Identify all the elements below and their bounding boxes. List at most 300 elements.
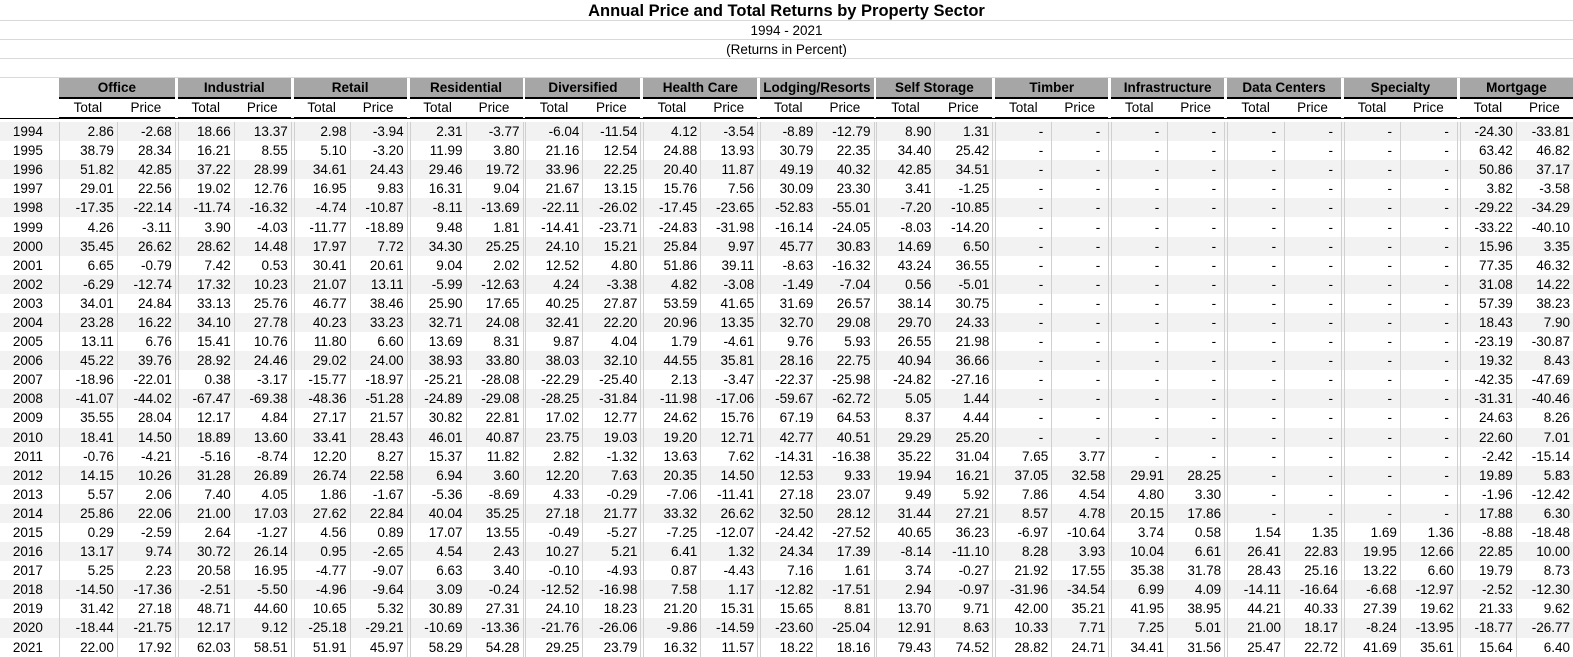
total-return-cell: 18.22 [760, 638, 816, 657]
total-return-cell: 12.20 [525, 466, 582, 485]
total-return-cell: 11.80 [294, 332, 350, 351]
total-return-cell: - [1111, 370, 1167, 389]
total-return-cell: 33.96 [525, 160, 582, 179]
price-return-cell: - [1051, 179, 1108, 198]
price-return-cell: -10.64 [1051, 523, 1108, 542]
total-return-cell: 8.28 [995, 542, 1051, 561]
sector-header-timber: Timber [995, 78, 1108, 99]
price-return-cell: -27.52 [816, 523, 873, 542]
sector-header-industrial: Industrial [178, 78, 291, 99]
price-return-cell: 1.61 [816, 561, 873, 580]
price-return-cell: 1.36 [1400, 523, 1457, 542]
price-return-cell: 27.31 [466, 599, 523, 618]
total-return-cell: - [1111, 389, 1167, 408]
total-return-cell: -12.52 [525, 580, 582, 599]
price-return-cell: 4.09 [1167, 580, 1224, 599]
price-return-cell: - [1284, 237, 1341, 256]
total-return-cell: - [1227, 485, 1284, 504]
total-return-cell: 38.79 [59, 141, 117, 160]
total-return-cell: 35.38 [1111, 561, 1167, 580]
total-header: Total [1227, 99, 1284, 118]
total-return-cell: 4.82 [643, 275, 700, 294]
price-return-cell: -26.06 [582, 618, 640, 637]
total-return-cell: -22.29 [525, 370, 582, 389]
total-return-cell: 4.12 [643, 122, 700, 141]
price-return-cell: -7.04 [816, 275, 873, 294]
price-return-cell: 24.00 [350, 351, 407, 370]
total-return-cell: 21.16 [525, 141, 582, 160]
total-return-cell: 29.46 [410, 160, 466, 179]
price-return-cell: 20.61 [350, 256, 407, 275]
price-return-cell: 26.62 [700, 504, 757, 523]
total-return-cell: 10.33 [995, 618, 1051, 637]
total-return-cell: 44.55 [643, 351, 700, 370]
total-return-cell: 32.50 [760, 504, 816, 523]
price-return-cell: 1.44 [934, 389, 992, 408]
price-return-cell: 6.60 [1400, 561, 1457, 580]
price-return-cell: 3.93 [1051, 542, 1108, 561]
price-return-cell: - [1284, 141, 1341, 160]
total-return-cell: -48.36 [294, 389, 350, 408]
price-return-cell: 2.06 [117, 485, 175, 504]
total-return-cell: 7.25 [1111, 618, 1167, 637]
price-header: Price [1051, 99, 1108, 118]
total-return-cell: 17.07 [410, 523, 466, 542]
total-header: Total [995, 99, 1051, 118]
price-return-cell: 7.01 [1516, 428, 1573, 447]
price-return-cell: 34.51 [934, 160, 992, 179]
price-return-cell: - [1167, 294, 1224, 313]
price-return-cell: - [1051, 389, 1108, 408]
total-return-cell: 18.89 [178, 428, 234, 447]
price-return-cell: -17.51 [816, 580, 873, 599]
total-return-cell: 7.65 [995, 447, 1051, 466]
total-return-cell: 24.62 [643, 408, 700, 427]
total-return-cell: 15.96 [1460, 237, 1516, 256]
total-return-cell: - [1344, 275, 1400, 294]
price-return-cell: - [1400, 141, 1457, 160]
total-return-cell: 8.37 [876, 408, 934, 427]
price-return-cell: 36.55 [934, 256, 992, 275]
total-return-cell: -18.44 [59, 618, 117, 637]
price-return-cell: -8.74 [234, 447, 291, 466]
price-return-cell: 22.58 [350, 466, 407, 485]
total-return-cell: 19.32 [1460, 351, 1516, 370]
total-return-cell: 17.32 [178, 275, 234, 294]
total-return-cell: - [995, 141, 1051, 160]
total-return-cell: - [1111, 256, 1167, 275]
total-return-cell: 40.04 [410, 504, 466, 523]
total-return-cell: 0.38 [178, 370, 234, 389]
price-header: Price [700, 99, 757, 118]
total-return-cell: 25.47 [1227, 638, 1284, 657]
year-cell: 2016 [0, 542, 59, 561]
total-return-cell: -17.35 [59, 198, 117, 217]
sector-header-diversified: Diversified [525, 78, 640, 99]
price-return-cell: -1.67 [350, 485, 407, 504]
price-return-cell: -4.43 [700, 561, 757, 580]
total-return-cell: 20.35 [643, 466, 700, 485]
spacer-row [0, 59, 1573, 78]
total-return-cell: -24.89 [410, 389, 466, 408]
total-return-cell: 18.66 [178, 122, 234, 141]
table-row [0, 179, 1573, 198]
total-return-cell: 5.25 [59, 561, 117, 580]
price-return-cell: 9.97 [700, 237, 757, 256]
price-return-cell: - [1051, 294, 1108, 313]
total-return-cell: 27.62 [294, 504, 350, 523]
price-return-cell: 14.48 [234, 237, 291, 256]
price-return-cell: 17.03 [234, 504, 291, 523]
total-return-cell: 29.01 [59, 179, 117, 198]
price-return-cell: - [1284, 122, 1341, 141]
table-row [0, 618, 1573, 637]
price-return-cell: -15.14 [1516, 447, 1573, 466]
price-return-cell: -14.20 [934, 217, 992, 236]
total-return-cell: -42.35 [1460, 370, 1516, 389]
table-row [0, 370, 1573, 389]
price-return-cell: 6.40 [1516, 638, 1573, 657]
total-return-cell: - [1344, 408, 1400, 427]
price-return-cell: - [1400, 428, 1457, 447]
total-return-cell: 2.82 [525, 447, 582, 466]
total-return-cell: 22.00 [59, 638, 117, 657]
total-return-cell: 10.04 [1111, 542, 1167, 561]
units-note: (Returns in Percent) [0, 40, 1573, 59]
sector-header-office: Office [59, 78, 175, 99]
price-return-cell: 38.95 [1167, 599, 1224, 618]
price-return-cell: 38.46 [350, 294, 407, 313]
total-return-cell: - [1227, 313, 1284, 332]
price-return-cell: -10.87 [350, 198, 407, 217]
total-return-cell: 29.25 [525, 638, 582, 657]
year-cell: 2021 [0, 638, 59, 657]
price-return-cell: -4.21 [117, 447, 175, 466]
total-return-cell: 30.72 [178, 542, 234, 561]
total-return-cell: 35.22 [876, 447, 934, 466]
total-return-cell: - [995, 198, 1051, 217]
total-return-cell: - [1344, 351, 1400, 370]
price-return-cell: 8.73 [1516, 561, 1573, 580]
price-return-cell: - [1400, 179, 1457, 198]
price-return-cell: 22.72 [1284, 638, 1341, 657]
price-return-cell: -25.98 [816, 370, 873, 389]
price-return-cell: -30.87 [1516, 332, 1573, 351]
price-return-cell: 23.30 [816, 179, 873, 198]
total-return-cell: 42.85 [876, 160, 934, 179]
year-cell: 2014 [0, 504, 59, 523]
total-return-cell: -7.06 [643, 485, 700, 504]
total-return-cell: - [1344, 370, 1400, 389]
year-cell: 2013 [0, 485, 59, 504]
total-return-cell: -67.47 [178, 389, 234, 408]
table-row [0, 485, 1573, 504]
total-return-cell: 28.92 [178, 351, 234, 370]
price-return-cell: 25.25 [466, 237, 523, 256]
total-return-cell: -24.83 [643, 217, 700, 236]
price-return-cell: 17.92 [117, 638, 175, 657]
total-return-cell: -2.42 [1460, 447, 1516, 466]
total-return-cell: -8.89 [760, 122, 816, 141]
price-return-cell: 1.32 [700, 542, 757, 561]
table-row [0, 332, 1573, 351]
total-return-cell: 23.75 [525, 428, 582, 447]
sector-header-mortgage: Mortgage [1460, 78, 1573, 99]
total-return-cell: 30.09 [760, 179, 816, 198]
price-return-cell: 0.58 [1167, 523, 1224, 542]
year-cell: 2007 [0, 370, 59, 389]
price-return-cell: 2.43 [466, 542, 523, 561]
price-return-cell: - [1400, 160, 1457, 179]
total-return-cell: -6.97 [995, 523, 1051, 542]
price-return-cell: 11.57 [700, 638, 757, 657]
price-return-cell: - [1284, 160, 1341, 179]
price-return-cell: 31.78 [1167, 561, 1224, 580]
total-return-cell: 12.52 [525, 256, 582, 275]
price-return-cell: 10.00 [1516, 542, 1573, 561]
price-return-cell: -22.01 [117, 370, 175, 389]
total-return-cell: -31.96 [995, 580, 1051, 599]
year-cell: 1998 [0, 198, 59, 217]
price-return-cell: -26.02 [582, 198, 640, 217]
price-return-cell: 0.53 [234, 256, 291, 275]
total-return-cell: 4.54 [410, 542, 466, 561]
price-return-cell: 5.92 [934, 485, 992, 504]
total-return-cell: 24.34 [760, 542, 816, 561]
price-return-cell: 7.56 [700, 179, 757, 198]
total-return-cell: 63.42 [1460, 141, 1516, 160]
price-return-cell: -29.21 [350, 618, 407, 637]
price-return-cell: -31.98 [700, 217, 757, 236]
price-return-cell: 28.43 [350, 428, 407, 447]
total-return-cell: - [1344, 466, 1400, 485]
price-return-cell: -13.36 [466, 618, 523, 637]
total-return-cell: 16.32 [643, 638, 700, 657]
price-return-cell: 19.72 [466, 160, 523, 179]
price-return-cell: -51.28 [350, 389, 407, 408]
price-return-cell: - [1051, 198, 1108, 217]
price-return-cell: - [1167, 141, 1224, 160]
total-return-cell: 30.89 [410, 599, 466, 618]
price-return-cell: -5.27 [582, 523, 640, 542]
price-return-cell: 29.08 [816, 313, 873, 332]
price-return-cell: - [1400, 370, 1457, 389]
price-return-cell: - [1051, 370, 1108, 389]
price-return-cell: -0.97 [934, 580, 992, 599]
price-return-cell: 0.89 [350, 523, 407, 542]
total-return-cell: 6.65 [59, 256, 117, 275]
price-return-cell: -28.08 [466, 370, 523, 389]
price-return-cell: 2.02 [466, 256, 523, 275]
total-return-cell: - [995, 275, 1051, 294]
price-return-cell: -1.25 [934, 179, 992, 198]
price-return-cell: - [1167, 332, 1224, 351]
price-return-cell: 17.39 [816, 542, 873, 561]
year-cell: 2017 [0, 561, 59, 580]
price-return-cell: 14.22 [1516, 275, 1573, 294]
total-return-cell: - [1111, 332, 1167, 351]
year-cell: 2010 [0, 428, 59, 447]
price-return-cell: -12.63 [466, 275, 523, 294]
price-return-cell: -4.03 [234, 217, 291, 236]
price-return-cell: 8.55 [234, 141, 291, 160]
table-row [0, 275, 1573, 294]
price-return-cell: - [1284, 313, 1341, 332]
total-return-cell: 58.29 [410, 638, 466, 657]
total-return-cell: 7.58 [643, 580, 700, 599]
price-return-cell: 21.77 [582, 504, 640, 523]
total-return-cell: 34.41 [1111, 638, 1167, 657]
total-return-cell: 1.69 [1344, 523, 1400, 542]
price-return-cell: 5.01 [1167, 618, 1224, 637]
total-return-cell: 38.93 [410, 351, 466, 370]
price-return-cell: 32.10 [582, 351, 640, 370]
price-return-cell: 10.76 [234, 332, 291, 351]
total-return-cell: -16.14 [760, 217, 816, 236]
price-return-cell: 23.07 [816, 485, 873, 504]
corner-cell [0, 78, 59, 99]
price-return-cell: -5.50 [234, 580, 291, 599]
price-return-cell: 15.76 [700, 408, 757, 427]
price-return-cell: 30.83 [816, 237, 873, 256]
total-return-cell: - [1227, 294, 1284, 313]
total-return-cell: - [1111, 351, 1167, 370]
price-return-cell: -3.94 [350, 122, 407, 141]
total-return-cell: -24.82 [876, 370, 934, 389]
total-return-cell: 7.16 [760, 561, 816, 580]
total-return-cell: 31.28 [178, 466, 234, 485]
total-header: Total [1344, 99, 1400, 118]
total-return-cell: 3.09 [410, 580, 466, 599]
total-return-cell: 43.24 [876, 256, 934, 275]
total-return-cell: 14.69 [876, 237, 934, 256]
price-return-cell: 27.21 [934, 504, 992, 523]
total-return-cell: 19.89 [1460, 466, 1516, 485]
year-cell: 2019 [0, 599, 59, 618]
year-cell: 2001 [0, 256, 59, 275]
total-return-cell: 42.77 [760, 428, 816, 447]
total-return-cell: - [1111, 428, 1167, 447]
total-return-cell: 4.33 [525, 485, 582, 504]
total-return-cell: 45.22 [59, 351, 117, 370]
total-return-cell: - [1344, 447, 1400, 466]
price-return-cell: 36.66 [934, 351, 992, 370]
total-return-cell: 21.07 [294, 275, 350, 294]
total-return-cell: - [1344, 198, 1400, 217]
price-return-cell: 5.21 [582, 542, 640, 561]
total-return-cell: - [1344, 160, 1400, 179]
price-return-cell: 13.93 [700, 141, 757, 160]
price-return-cell: 24.84 [117, 294, 175, 313]
table-row [0, 122, 1573, 141]
price-header: Price [582, 99, 640, 118]
year-cell: 2009 [0, 408, 59, 427]
total-header: Total [294, 99, 350, 118]
price-return-cell: 16.21 [934, 466, 992, 485]
price-return-cell: 40.51 [816, 428, 873, 447]
sector-header-health-care: Health Care [643, 78, 757, 99]
price-return-cell: - [1167, 370, 1224, 389]
total-return-cell: - [1227, 198, 1284, 217]
price-return-cell: 24.71 [1051, 638, 1108, 657]
price-return-cell: -4.93 [582, 561, 640, 580]
sector-header-data-centers: Data Centers [1227, 78, 1341, 99]
price-return-cell: - [1051, 256, 1108, 275]
total-return-cell: 40.23 [294, 313, 350, 332]
year-cell: 2004 [0, 313, 59, 332]
total-return-cell: -10.69 [410, 618, 466, 637]
total-return-cell: -8.63 [760, 256, 816, 275]
total-return-cell: -4.77 [294, 561, 350, 580]
total-return-cell: -21.76 [525, 618, 582, 637]
price-return-cell: -3.77 [466, 122, 523, 141]
price-return-cell: 35.61 [1400, 638, 1457, 657]
price-return-cell: - [1051, 122, 1108, 141]
price-return-cell: 28.99 [234, 160, 291, 179]
total-return-cell: 19.94 [876, 466, 934, 485]
price-return-cell: 35.81 [700, 351, 757, 370]
total-return-cell: - [995, 237, 1051, 256]
total-header: Total [410, 99, 466, 118]
price-return-cell: -3.11 [117, 217, 175, 236]
total-header: Total [1111, 99, 1167, 118]
price-return-cell: 8.31 [466, 332, 523, 351]
total-return-cell: 1.86 [294, 485, 350, 504]
table-row [0, 256, 1573, 275]
total-return-cell: -4.96 [294, 580, 350, 599]
total-return-cell: - [995, 313, 1051, 332]
total-return-cell: -18.96 [59, 370, 117, 389]
total-return-cell: 11.99 [410, 141, 466, 160]
price-return-cell: 5.83 [1516, 466, 1573, 485]
price-return-cell: -40.46 [1516, 389, 1573, 408]
total-return-cell: 3.74 [1111, 523, 1167, 542]
total-return-cell: 13.69 [410, 332, 466, 351]
price-return-cell: 12.54 [582, 141, 640, 160]
price-return-cell: 7.90 [1516, 313, 1573, 332]
price-return-cell: 3.77 [1051, 447, 1108, 466]
total-return-cell: 20.58 [178, 561, 234, 580]
total-return-cell: 34.61 [294, 160, 350, 179]
total-return-cell: 30.41 [294, 256, 350, 275]
price-return-cell: - [1051, 351, 1108, 370]
total-return-cell: 30.79 [760, 141, 816, 160]
total-return-cell: 7.42 [178, 256, 234, 275]
price-return-cell: -17.06 [700, 389, 757, 408]
price-return-cell: - [1167, 198, 1224, 217]
price-return-cell: - [1400, 198, 1457, 217]
price-return-cell: 41.65 [700, 294, 757, 313]
total-return-cell: 13.22 [1344, 561, 1400, 580]
total-return-cell: -17.45 [643, 198, 700, 217]
total-return-cell: - [1227, 217, 1284, 236]
price-return-cell: - [1400, 408, 1457, 427]
total-return-cell: -18.77 [1460, 618, 1516, 637]
total-return-cell: 25.84 [643, 237, 700, 256]
total-return-cell: 20.40 [643, 160, 700, 179]
price-return-cell: 4.80 [582, 256, 640, 275]
price-return-cell: -55.01 [816, 198, 873, 217]
price-return-cell: 39.11 [700, 256, 757, 275]
total-return-cell: -11.77 [294, 217, 350, 236]
total-return-cell: -1.96 [1460, 485, 1516, 504]
price-return-cell: 13.37 [234, 122, 291, 141]
total-return-cell: 1.54 [1227, 523, 1284, 542]
total-return-cell: 27.39 [1344, 599, 1400, 618]
total-return-cell: -29.22 [1460, 198, 1516, 217]
total-return-cell: 2.31 [410, 122, 466, 141]
price-return-cell: 14.50 [117, 428, 175, 447]
